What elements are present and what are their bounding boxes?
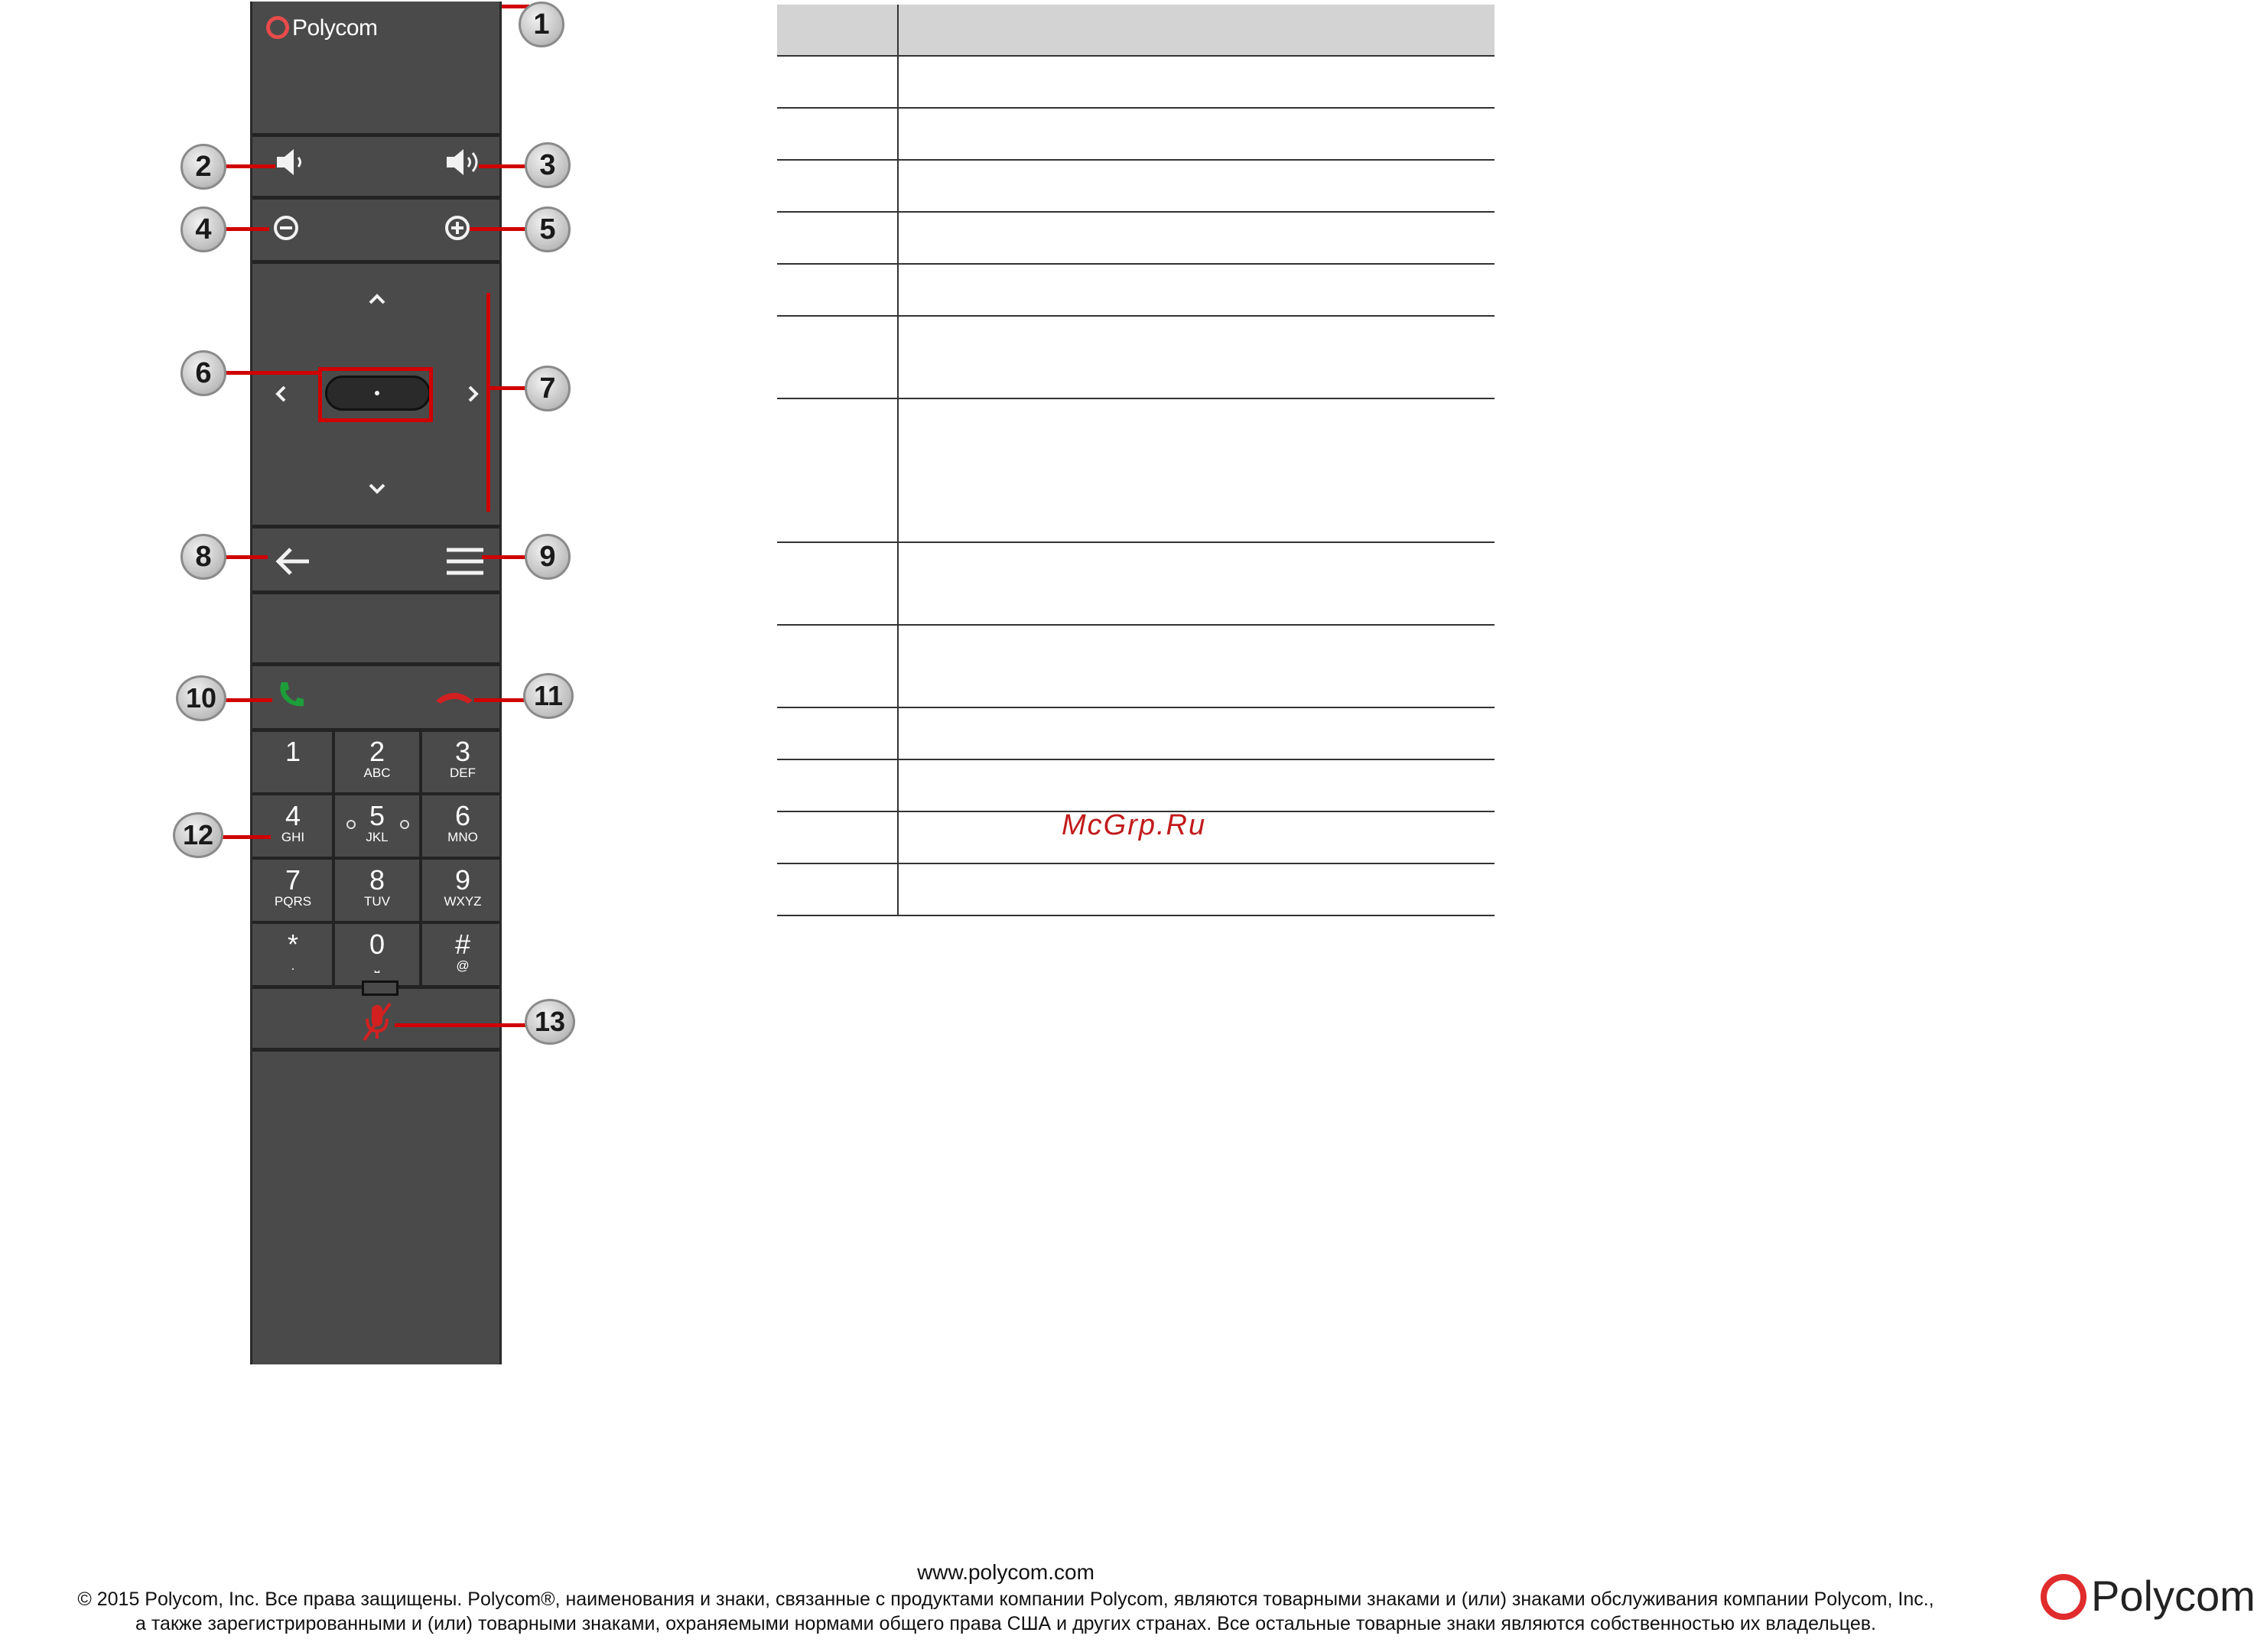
keypad-key-7: 7 PQRS (274, 864, 312, 909)
polycom-logo-icon (266, 16, 289, 39)
remote-brand-logo: Polycom (266, 15, 378, 41)
keypad-key-3: 3 DEF (450, 736, 476, 780)
watermark: McGrp.Ru (1062, 809, 1207, 841)
table-row-line (777, 263, 1495, 265)
footer-copyright-line-2: а также зарегистрированными и (или) товарными знаками, охраняемыми нормами общего права США и других странах. Все остальные товарные знаки являются собственностью их владельцев. (135, 1613, 1876, 1634)
callout-line-6 (222, 371, 321, 375)
volume-up-icon (444, 147, 488, 177)
divider (252, 792, 499, 795)
divider (252, 662, 499, 666)
table-row-line (777, 398, 1495, 399)
callout-line-13 (395, 1023, 529, 1027)
divider (252, 196, 499, 200)
table-column-divider (897, 5, 899, 916)
divider (252, 728, 499, 732)
divider (252, 1048, 499, 1052)
phone-hangup-icon (433, 685, 476, 705)
select-highlight-box (318, 367, 433, 422)
volume-down-icon (274, 147, 314, 177)
table-row-line (777, 541, 1495, 543)
tactile-dot-icon (346, 820, 356, 829)
plus-circle-icon (444, 214, 471, 242)
callout-line-2 (222, 164, 275, 168)
callout-line-10 (222, 698, 272, 702)
polycom-logo-icon (2041, 1574, 2086, 1620)
table-row-line (777, 107, 1495, 109)
footer-url[interactable]: www.polycom.com (917, 1560, 1094, 1584)
keypad-key-2: 2 ABC (363, 736, 391, 780)
zero-key-notch (362, 980, 398, 996)
keypad-key-star: * . (287, 928, 298, 973)
table-row-line (777, 707, 1495, 708)
table-row-line (777, 159, 1495, 161)
table-row-line (777, 211, 1495, 213)
callout-badge-9: 9 (525, 534, 571, 580)
callout-badge-2: 2 (181, 144, 226, 190)
nav-right-icon (467, 384, 480, 404)
callout-line-11 (474, 698, 528, 702)
callout-badge-12: 12 (173, 812, 223, 858)
divider (252, 525, 499, 528)
keypad-key-hash: # @ (454, 928, 471, 973)
nav-left-icon (274, 384, 288, 404)
callout-line-12 (219, 835, 271, 839)
callout-line-5 (470, 227, 528, 231)
footer-copyright-line-1: © 2015 Polycom, Inc. Все права защищены. Polycom®, наименования и знаки, связанные с продуктами компании Polycom, являются товарными знаками и (или) знаками обслуживания компании Polycom, Inc., (77, 1589, 1934, 1610)
keypad-key-1: 1 (285, 736, 301, 767)
remote-control-illustration (250, 2, 502, 1364)
divider (252, 260, 499, 264)
divider (252, 133, 499, 137)
callout-badge-4: 4 (181, 206, 226, 252)
callout-badge-6: 6 (181, 350, 226, 396)
table-row-line (777, 315, 1495, 317)
footer-logo: Polycom (2041, 1571, 2256, 1621)
callout-line-4 (222, 227, 269, 231)
keypad-key-0: 0 ⎵ (369, 928, 385, 973)
minus-circle-icon (272, 214, 300, 242)
table-row-line (777, 759, 1495, 760)
callout-line-9 (482, 555, 528, 559)
divider (252, 921, 499, 924)
arrow-left-icon (274, 546, 312, 577)
callout-badge-5: 5 (525, 206, 571, 252)
table-row-line (777, 624, 1495, 626)
callout-badge-1: 1 (519, 2, 564, 47)
keypad-key-9: 9 WXYZ (444, 864, 482, 909)
keypad-key-6: 6 MNO (447, 800, 478, 844)
table-header (777, 5, 1495, 55)
callout-line-3 (479, 164, 526, 168)
divider (252, 590, 499, 594)
callout-line-8 (222, 555, 268, 559)
table-row-line (777, 915, 1495, 916)
keypad-key-4: 4 GHI (281, 800, 305, 844)
keypad-key-8: 8 TUV (364, 864, 390, 909)
keypad-key-5: 5 JKL (366, 800, 389, 844)
tactile-dot-icon (400, 820, 409, 829)
table-row-line (777, 863, 1495, 864)
callout-badge-8: 8 (181, 534, 226, 580)
mic-mute-icon (359, 1000, 395, 1043)
navpad-bracket (486, 293, 490, 512)
nav-down-icon (367, 482, 387, 496)
nav-up-icon (367, 292, 387, 306)
callout-badge-10: 10 (176, 675, 226, 721)
hamburger-menu-icon (445, 546, 485, 577)
table-row-line (777, 55, 1495, 57)
callout-badge-3: 3 (525, 142, 571, 188)
divider (252, 857, 499, 860)
callout-badge-7: 7 (525, 366, 571, 411)
callout-badge-11: 11 (523, 673, 574, 719)
phone-call-icon (275, 679, 306, 710)
callout-badge-13: 13 (525, 999, 575, 1045)
